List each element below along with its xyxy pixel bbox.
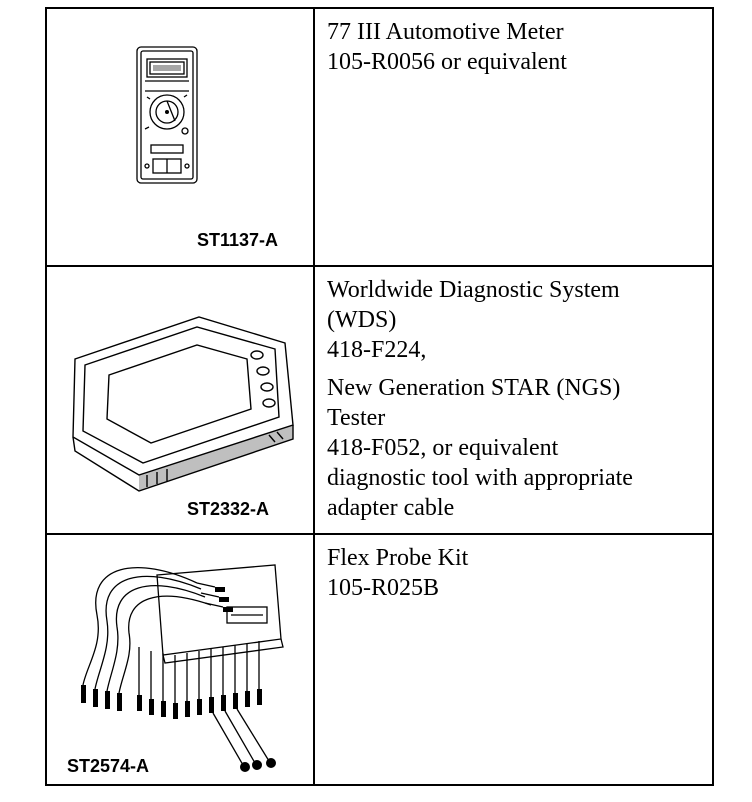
illustration-cell [47, 9, 315, 265]
flex-probe-kit-illustration [47, 535, 315, 786]
alt-tool-note-cont: adapter cable [327, 495, 455, 521]
table-row [47, 267, 712, 535]
alt-tool-part-number: 418-F052, or equivalent [327, 435, 559, 461]
illustration-cell [47, 267, 315, 533]
description-cell [315, 535, 712, 786]
alt-tool-note: diagnostic tool with appropriate [327, 465, 633, 491]
diagnostic-tester-illustration [47, 267, 315, 535]
figure-code: ST2574-A [67, 756, 150, 776]
figure-code: ST2332-A [187, 499, 270, 519]
special-tools-table [45, 7, 714, 786]
tool-name-abbrev: (WDS) [327, 307, 397, 333]
figure-code: ST1137-A [197, 230, 279, 250]
tool-name: 77 III Automotive Meter [327, 19, 564, 45]
description-cell [315, 9, 712, 265]
tool-part-number: 105-R025B [327, 575, 440, 601]
tool-part-number: 105-R0056 or equivalent [327, 49, 567, 75]
multimeter-illustration [47, 9, 315, 267]
tool-part-number: 418-F224, [327, 337, 427, 363]
tool-name: Worldwide Diagnostic System [327, 277, 620, 303]
alt-tool-name-cont: Tester [327, 405, 386, 431]
table-row [47, 9, 712, 267]
illustration-cell [47, 535, 315, 786]
table-row [47, 535, 712, 786]
description-cell [315, 267, 712, 533]
tool-name: Flex Probe Kit [327, 545, 469, 571]
alt-tool-name: New Generation STAR (NGS) [327, 375, 621, 401]
